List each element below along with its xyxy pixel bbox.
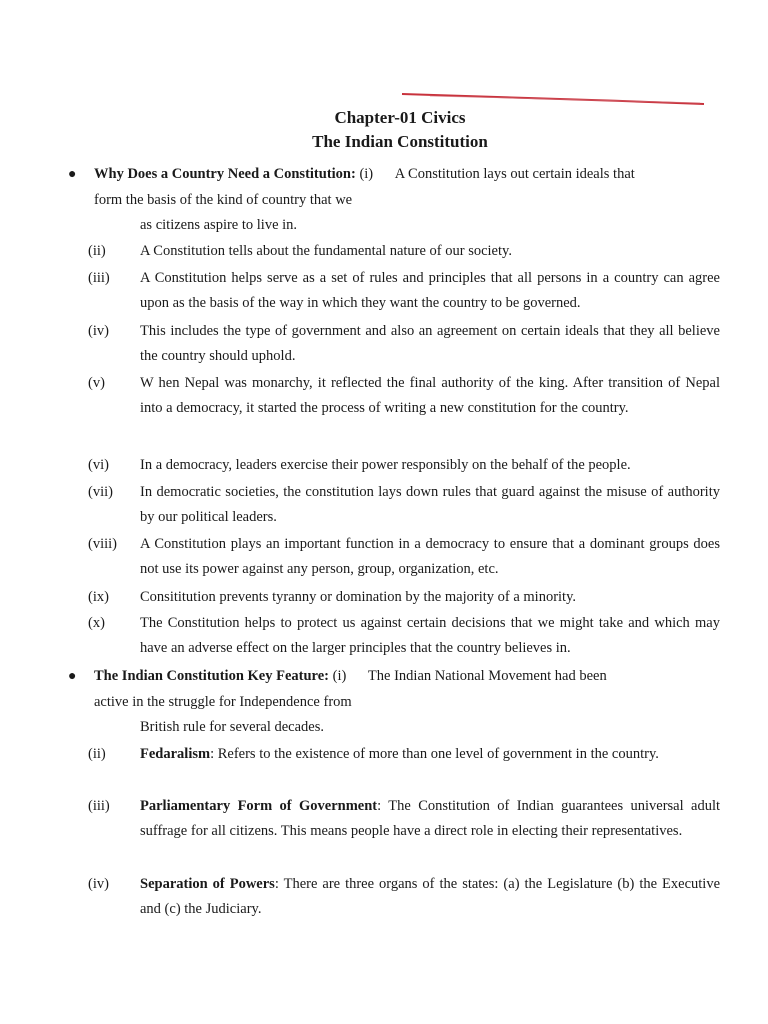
item-number: (ii): [88, 243, 106, 259]
red-pen-stroke: [400, 92, 706, 106]
continuation-line: as citizens aspire to live in.: [140, 217, 298, 233]
item-number: (vi): [88, 457, 109, 473]
continuation-line: British rule for several decades.: [140, 719, 324, 735]
item-number: (iii): [88, 798, 110, 814]
section-heading-line: [94, 664, 724, 689]
item-term: Parliamentary Form of Government: [140, 798, 378, 814]
section-heading-line: [94, 162, 724, 187]
item-description: : The Constitution of Indian guarantees universal adult suffrage for all citizens. This means people have a direct role in electing their representatives.: [140, 798, 721, 839]
continuation-line: active in the struggle for Independence from: [94, 694, 352, 710]
item-number: (v): [88, 375, 105, 391]
item-marker: (i): [332, 668, 347, 684]
item-text: A Constitution helps serve as a set of rules and principles that all persons in a country can agree upon as the basis of the way in which they want the country to be governed.: [140, 270, 720, 311]
item-term: Separation of Powers: [140, 876, 275, 892]
item-text: [140, 742, 720, 767]
item-number: (vii): [88, 484, 113, 500]
item-text: [140, 872, 720, 922]
item-description: : There are three organs of the states: (a) the Legislature (b) the Executive and (c) the Judiciary.: [140, 876, 720, 917]
item-number: (viii): [88, 536, 117, 552]
item-text: A Constitution lays out certain ideals that: [394, 166, 635, 182]
item-text: A Constitution plays an important function in a democracy to ensure that a dominant groups does not use its power against any person, group, organization, etc.: [140, 536, 720, 577]
item-text: In a democracy, leaders exercise their power responsibly on the behalf of the people.: [140, 457, 631, 473]
item-description: : Refers to the existence of more than one level of government in the country.: [210, 746, 659, 762]
chapter-heading: Chapter-01 Civics: [334, 108, 466, 127]
section-why-constitution: [68, 162, 718, 662]
item-marker: (i): [359, 166, 374, 182]
section-heading: Why Does a Country Need a Constitution:: [94, 166, 356, 182]
item-text: W hen Nepal was monarchy, it reflected the final authority of the king. After transition of Nepal into a democracy, it started the process of writing a new constitution for the country.: [140, 375, 720, 416]
item-text: The Indian National Movement had been: [367, 668, 607, 684]
bullet-icon: ●: [68, 669, 77, 684]
item-text: In democratic societies, the constitution lays down rules that guard against the misuse of authority by our political leaders.: [140, 484, 720, 525]
document-title: The Indian Constitution: [312, 132, 488, 151]
item-term: Fedaralism: [140, 746, 211, 762]
item-text: The Constitution helps to protect us against certain decisions that we might take and which may have an adverse effect on the larger principles that the country believes in.: [140, 615, 720, 656]
bullet-icon: ●: [68, 167, 77, 182]
continuation-line: form the basis of the kind of country that we: [94, 192, 353, 208]
item-number: (iv): [88, 876, 109, 892]
item-number: (x): [88, 615, 105, 631]
item-text: A Constitution tells about the fundamental nature of our society.: [140, 243, 512, 259]
item-text: This includes the type of government and also an agreement on certain ideals that they all believe the country should uphold.: [140, 323, 720, 364]
section-heading: The Indian Constitution Key Feature:: [94, 668, 329, 684]
item-text: Consititution prevents tyranny or domination by the majority of a minority.: [140, 589, 577, 605]
item-number: (ii): [88, 746, 106, 762]
section-key-features: [68, 664, 721, 924]
item-number: (ix): [88, 589, 109, 605]
item-text: [140, 794, 720, 844]
item-number: (iii): [88, 270, 110, 286]
item-number: (iv): [88, 323, 109, 339]
